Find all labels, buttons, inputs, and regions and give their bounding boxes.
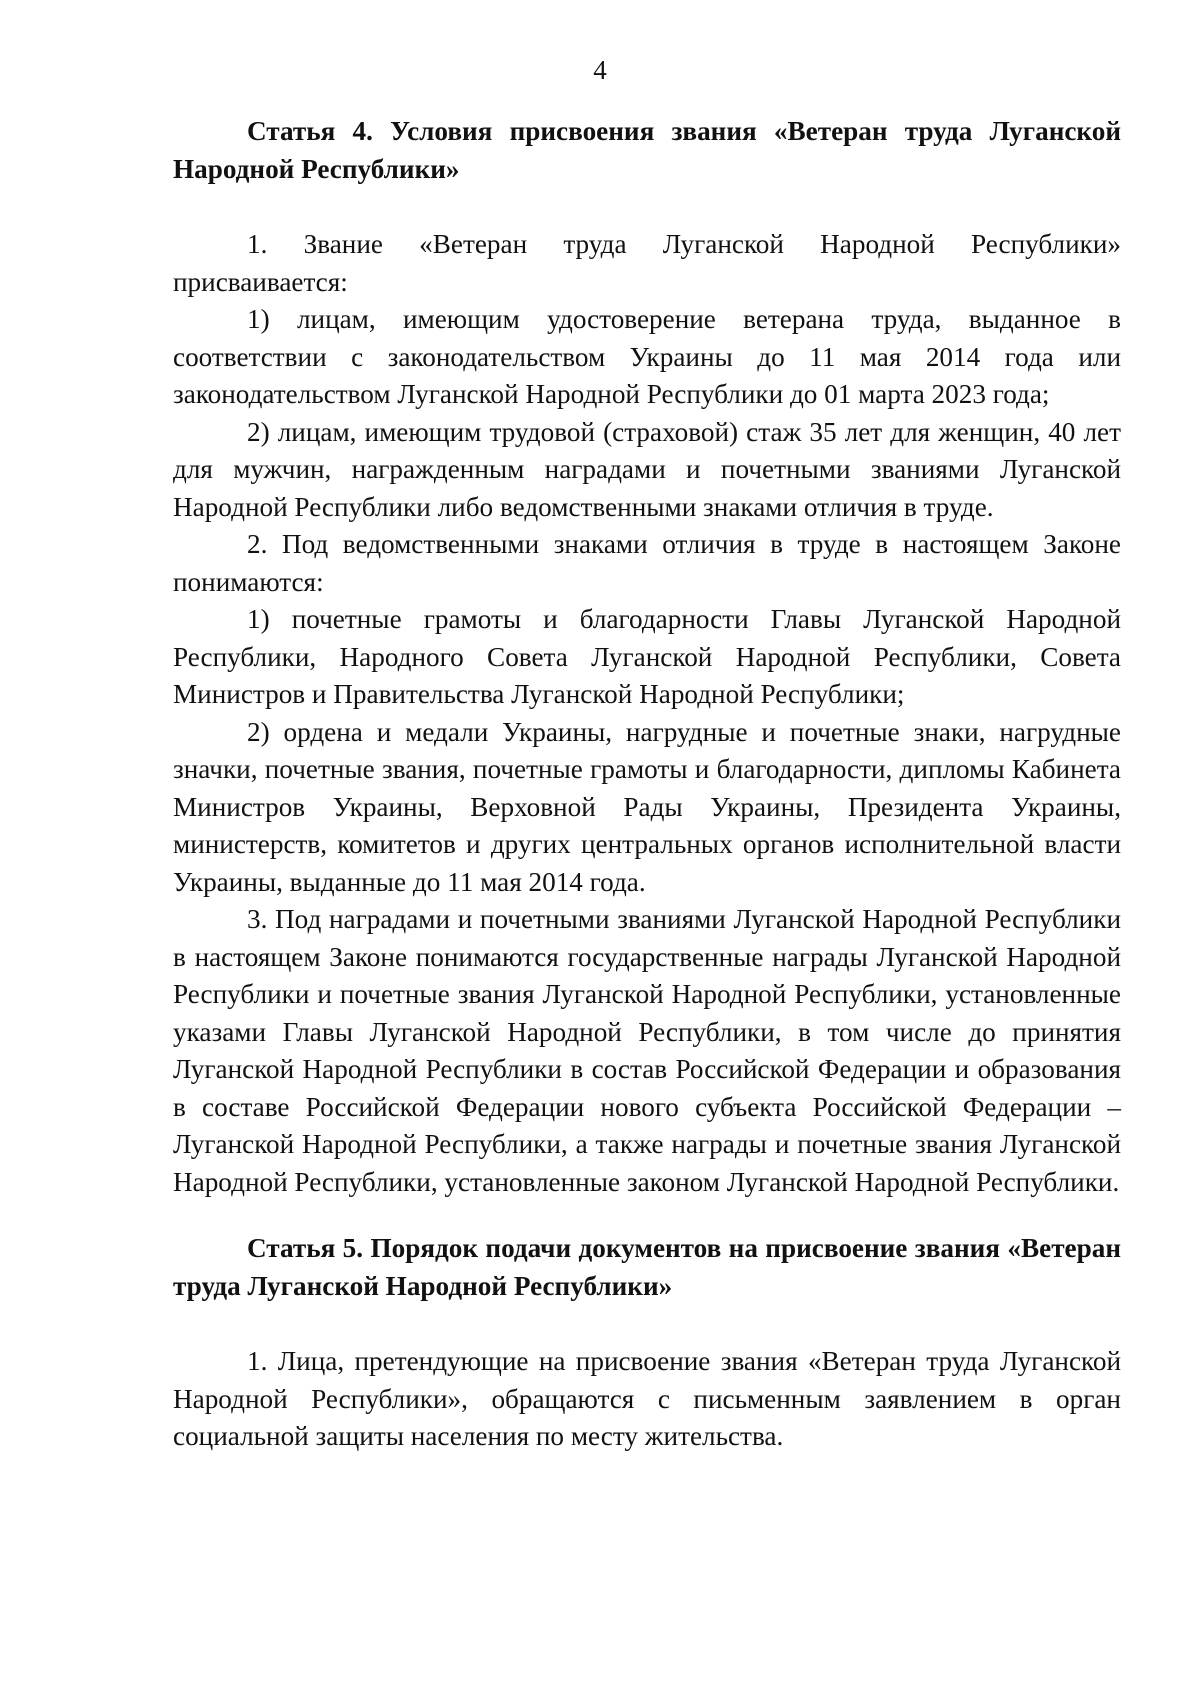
article-4-paragraph: 1) лицам, имеющим удостоверение ветерана труда, выданное в соответствии с законодательством Украины до 11 мая 2014 года или законодательством Луганской Народной Республики до 01 марта 2023 года; [173,304,1121,409]
article-4-paragraph: 3. Под наградами и почетными званиями Луганской Народной Республики в настоящем Законе понимаются государственные награды Луганской Народной Республики и почетные звания Луганской Народной Республики, установленные указами Главы Луганской Народной Республики, в том числе до принятия Луганской Народной Республики в состав Российской Федерации и образования в составе Российской Федерации нового субъекта Российской Федерации – Луганской Народной Республики, а также награды и почетные звания Луганской Народной Республики, установленные законом Луганской Народной Республики. [173,904,1121,1197]
article-4-paragraph: 2) лицам, имеющим трудовой (страховой) стаж 35 лет для женщин, 40 лет для мужчин, награжденным наградами и почетными званиями Луганской Народной Республики либо ведомственными знаками отличия в труде. [173,416,1121,522]
article-4-paragraph: 2. Под ведомственными знаками отличия в труде в настоящем Законе понимаются: [173,529,1121,597]
article-4-heading: Статья 4. Условия присвоения звания «Ветеран труда Луганской Народной Республики» [173,116,1121,184]
article-5-heading: Статья 5. Порядок подачи документов на присвоение звания «Ветеран труда Луганской Народной Республики» [173,1233,1121,1301]
article-4-paragraph: 2) ордена и медали Украины, нагрудные и почетные знаки, нагрудные значки, почетные звания, почетные грамоты и благодарности, дипломы Кабинета Министров Украины, Верховной Рады Украины, Президента Украины, министерств, комитетов и других центральных органов исполнительной власти Украины, выданные до 11 мая 2014 года. [173,716,1121,897]
article-4-paragraph: 1. Звание «Ветеран труда Луганской Народной Республики» присваивается: [173,229,1121,297]
document-body [173,113,1121,1456]
article-5-paragraph: 1. Лица, претендующие на присвоение звания «Ветеран труда Луганской Народной Республики», обращаются с письменным заявлением в орган социальной защиты населения по месту жительства. [173,1346,1121,1451]
article-4-paragraph: 1) почетные грамоты и благодарности Главы Луганской Народной Республики, Народного Совета Луганской Народной Республики, Совета Министров и Правительства Луганской Народной Республики; [173,604,1121,709]
page-number: 4 [593,55,607,85]
